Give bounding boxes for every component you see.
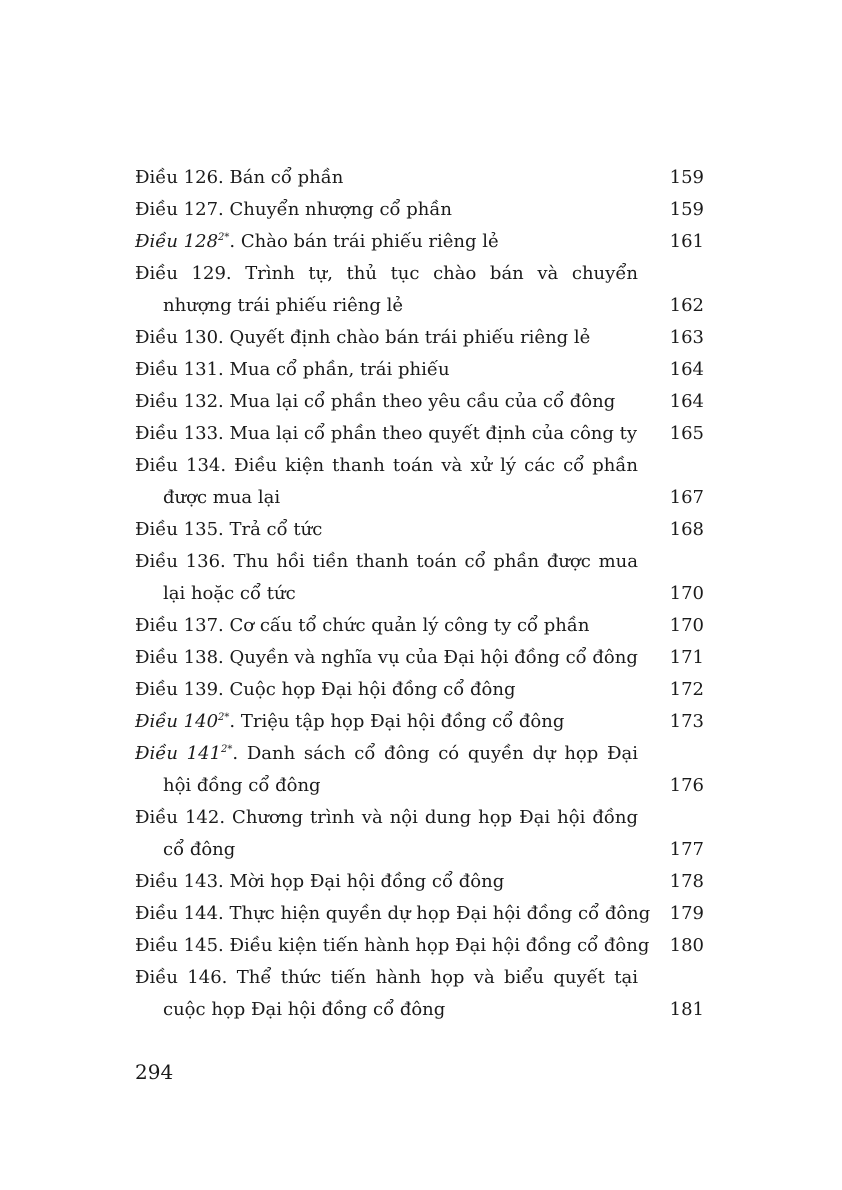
toc-entry-heading: Điều $141^{2*}$. Danh sách cổ đông có quyền dự họp Đại [135,743,639,764]
toc-entry-heading: Điều 126. Bán cổ phần [135,167,344,188]
toc-entry [135,610,704,642]
toc-entry [135,386,704,418]
toc-page-number: 178 [669,871,704,892]
footnote-marker: 2* [218,712,230,723]
article-label: Điều 129. [135,263,232,284]
article-label: Điều 135. [135,519,224,540]
toc-entry [135,866,704,898]
article-label: Điều $128^{2*}$ [135,231,230,252]
toc-entry-heading: Điều $140^{2*}$. Triệu tập họp Đại hội đồng cổ đông [135,711,565,732]
toc-entry-heading: Điều 131. Mua cổ phần, trái phiếu [135,359,450,380]
article-label: Điều 145. [135,935,224,956]
toc-page-number: 159 [669,167,704,188]
article-label: Điều 142. [135,807,226,828]
toc-entry-continuation: nhượng trái phiếu riêng lẻ [163,295,404,316]
toc-page-number: 170 [669,583,704,604]
toc-entry [135,162,704,194]
article-label: Điều 139. [135,679,224,700]
footnote-marker: 2* [218,232,230,243]
article-label: Điều 138. [135,647,224,668]
toc-page-number: 159 [669,199,704,220]
toc-entry [135,546,704,610]
toc-entry-continuation: hội đồng cổ đông [163,775,321,796]
toc-entry [135,802,704,866]
toc-entry-heading: Điều $128^{2*}$. Chào bán trái phiếu riêng lẻ [135,231,499,252]
toc-page-number: 181 [669,999,704,1020]
toc-entry [135,930,704,962]
toc-entry [135,738,704,802]
toc-page-number: 177 [669,839,704,860]
toc-entry [135,674,704,706]
toc-entry-heading: Điều 145. Điều kiện tiến hành họp Đại hội đồng cổ đông [135,935,650,956]
toc-page-number: 173 [669,711,704,732]
toc-page-number: 165 [669,423,704,444]
toc-page-number: 163 [669,327,704,348]
toc-page-number: 172 [669,679,704,700]
article-label: Điều $141^{2*}$ [135,743,233,764]
toc-entry [135,354,704,386]
toc-entry-heading: Điều 139. Cuộc họp Đại hội đồng cổ đông [135,679,516,700]
article-label: Điều 132. [135,391,224,412]
toc-page-number: 179 [669,903,704,924]
toc-entry [135,450,704,514]
toc-entry-continuation: cổ đông [163,839,236,860]
toc-entry-heading: Điều 142. Chương trình và nội dung họp Đại hội đồng [135,807,638,828]
page-number: 294 [135,1060,174,1084]
toc-entry-heading: Điều 136. Thu hồi tiền thanh toán cổ phần được mua [135,551,638,572]
toc-entry-heading: Điều 146. Thể thức tiến hành họp và biểu quyết tại [135,967,638,988]
article-label: Điều 127. [135,199,224,220]
toc-entry-heading: Điều 127. Chuyển nhượng cổ phần [135,199,453,220]
article-label: Điều $140^{2*}$ [135,711,230,732]
toc-page-number: 167 [669,487,704,508]
toc-page-number: 161 [669,231,704,252]
toc-page-number: 176 [669,775,704,796]
article-label: Điều 136. [135,551,226,572]
toc-entry-heading: Điều 138. Quyền và nghĩa vụ của Đại hội đồng cổ đông [135,647,638,668]
toc-page-number: 168 [669,519,704,540]
toc-entry [135,642,704,674]
toc-entry [135,418,704,450]
toc-entry [135,194,704,226]
toc-entry-heading: Điều 143. Mời họp Đại hội đồng cổ đông [135,871,505,892]
article-label: Điều 131. [135,359,224,380]
toc-entry-heading: Điều 132. Mua lại cổ phần theo yêu cầu của cổ đông [135,391,616,412]
article-label: Điều 137. [135,615,224,636]
toc-entry-heading: Điều 135. Trả cổ tức [135,519,323,540]
toc-entry-continuation: cuộc họp Đại hội đồng cổ đông [163,999,446,1020]
article-label: Điều 133. [135,423,224,444]
article-label: Điều 146. [135,967,228,988]
toc-page-number: 170 [669,615,704,636]
table-of-contents [135,162,704,1026]
article-label: Điều 126. [135,167,224,188]
toc-entry [135,226,704,258]
toc-entry-heading: Điều 137. Cơ cấu tổ chức quản lý công ty cổ phần [135,615,590,636]
toc-entry-heading: Điều 130. Quyết định chào bán trái phiếu riêng lẻ [135,327,591,348]
footnote-marker: 2* [221,744,233,755]
toc-entry [135,706,704,738]
article-label: Điều 130. [135,327,224,348]
toc-entry-heading: Điều 129. Trình tự, thủ tục chào bán và chuyển [135,263,638,284]
article-label: Điều 134. [135,455,227,476]
toc-page-number: 162 [669,295,704,316]
article-label: Điều 144. [135,903,224,924]
toc-page-number: 171 [669,647,704,668]
toc-entry [135,898,704,930]
toc-entry-heading: Điều 133. Mua lại cổ phần theo quyết định của công ty [135,423,638,444]
toc-page-number: 164 [669,391,704,412]
toc-page-number: 164 [669,359,704,380]
article-label: Điều 143. [135,871,224,892]
toc-entry [135,962,704,1026]
toc-page-number: 180 [669,935,704,956]
toc-entry-continuation: lại hoặc cổ tức [163,583,296,604]
toc-entry [135,322,704,354]
toc-entry [135,514,704,546]
toc-entry [135,258,704,322]
toc-entry-heading: Điều 134. Điều kiện thanh toán và xử lý các cổ phần [135,455,638,476]
toc-entry-continuation: được mua lại [163,487,281,508]
toc-entry-heading: Điều 144. Thực hiện quyền dự họp Đại hội đồng cổ đông [135,903,651,924]
